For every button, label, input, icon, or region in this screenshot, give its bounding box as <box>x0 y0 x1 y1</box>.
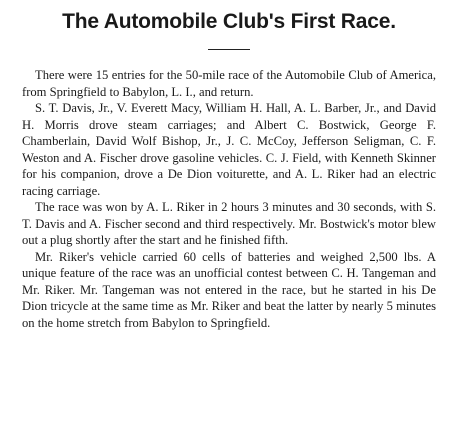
title-divider <box>208 49 250 50</box>
paragraph-entries: There were 15 entries for the 50-mile race of the Automobile Club of America, from Springfield to Babylon, L. I., and return. <box>22 68 436 99</box>
paragraph-drivers: S. T. Davis, Jr., V. Everett Macy, William H. Hall, A. L. Barber, Jr., and David H. Morris drove steam carriages; and Albert C. Bostwick, George F. Chamberlain, David Wolf Bishop, Jr., J. C. McCoy, Jefferson Seligman, C. F. Weston and A. Fischer drove gasoline vehicles. C. J. Field, with Kenneth Skinner for his companion, drove a De Dion voiturette, and A. L. Riker had an electric racing carriage. <box>22 101 436 198</box>
article-body <box>22 67 436 331</box>
paragraph-results: The race was won by A. L. Riker in 2 hours 3 minutes and 30 seconds, with S. T. Davis and A. Fischer second and third respectively. Mr. Bostwick's motor blew out a plug shortly after the start and he finished fifth. <box>22 200 436 247</box>
paragraph-riker-vehicle: Mr. Riker's vehicle carried 60 cells of batteries and weighed 2,500 lbs. A unique feature of the race was an unofficial contest between C. H. Tangeman and Mr. Riker. Mr. Tangeman was not entered in the race, but he started in his De Dion tricycle at the same time as Mr. Riker and beat the latter by nearly 5 minutes on the home stretch from Babylon to Springfield. <box>22 249 436 330</box>
article-title: The Automobile Club's First Race. <box>62 10 396 33</box>
